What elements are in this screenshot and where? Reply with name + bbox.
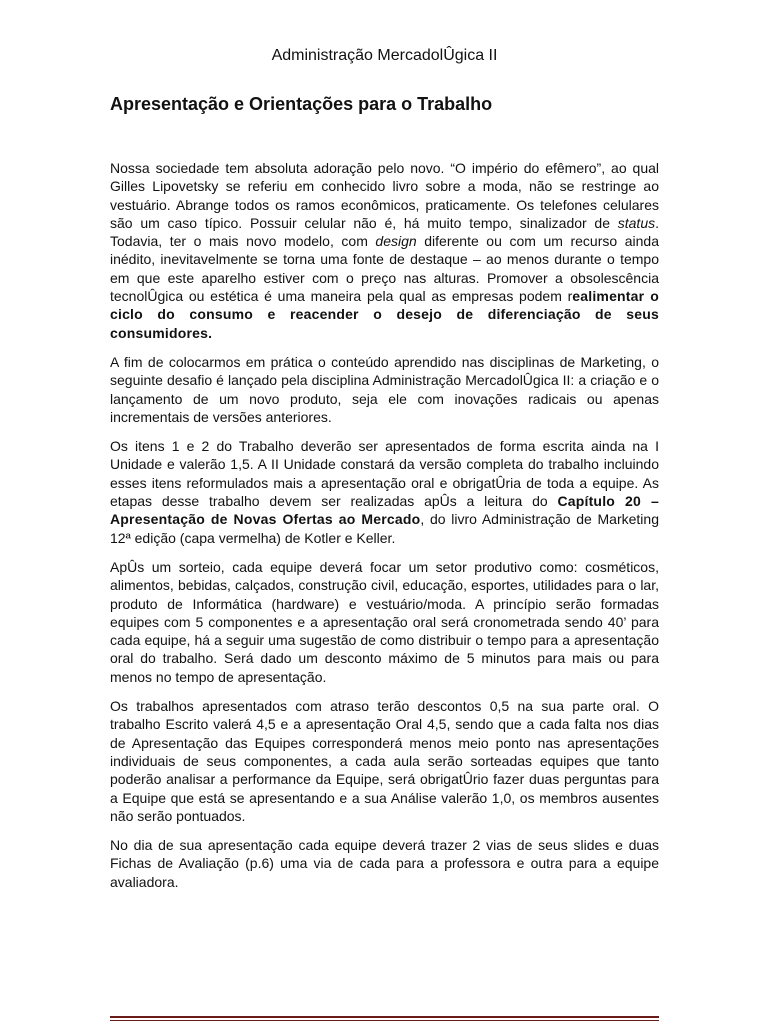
term-status: status	[617, 214, 656, 231]
paragraph-intro-text-a: Nossa sociedade tem absoluta adoração pelo novo. “O império do efêmero”, ao qual Gilles Lipovetsky se referiu em conhecido livro sobre a moda, não se restringe ao vestuário. Abrange todos os ramos econômicos, praticamente. Os telefones celulares são um caso típico. Possuir celular não é, há muito tempo, sinalizador de	[110, 160, 659, 231]
paragraph-intro-text-c: diferente ou com um recurso ainda inédito, inevitavelmente se torna uma fonte de destaque – ao menos durante o tempo em que este aparelho estiver com o preço nas alturas. Promover a obsolescência tecnolÛgica ou estética é uma maneira pela qual as empresas podem r	[110, 233, 659, 305]
paragraph-items-text-a: Os itens 1 e 2 do Trabalho deverão ser apresentados de forma escrita ainda na I Unidade e valerão 1,5. A II Unidade constará da versão completa do trabalho incluindo esses itens reformulados mais a apresentação oral e obrigatÛria de toda a equipe. As etapas desse trabalho devem ser realizadas apÛs a leitura do	[110, 438, 659, 510]
paragraph-intro-text-b: . Todavia, ter o mais novo modelo, com	[110, 214, 659, 250]
footer-rule-thin	[110, 1020, 659, 1021]
document-title: Apresentação e Orientações para o Trabalho	[110, 94, 493, 114]
document-body	[110, 159, 659, 902]
term-design: design	[375, 233, 417, 250]
paragraph-intro	[110, 159, 659, 342]
paragraph-presentation-day: No dia de sua apresentação cada equipe deverá trazer 2 vias de seus slides e duas Fichas de Avaliação (p.6) uma via de cada para a professora e outra para a equipe avaliadora.	[110, 837, 659, 890]
course-title: Administração MercadolÛgica II	[271, 47, 498, 64]
paragraph-items-text-b: , do livro Administração de Marketing 12ª edição (capa vermelha) de Kotler e Keller.	[110, 511, 659, 546]
paragraph-challenge: A fim de colocarmos em prática o conteúdo aprendido nas disciplinas de Marketing, o seguinte desafio é lançado pela disciplina Administração MercadolÛgica II: a criação e o lançamento de um novo produto, seja ele com inovações radicais ou apenas incrementais de versões anteriores.	[110, 353, 659, 425]
paragraph-grading: Os trabalhos apresentados com atraso terão descontos 0,5 na sua parte oral. O trabalho Escrito valerá 4,5 e a apresentação Oral 4,5, sendo que a cada falta nos dias de Apresentação das Equipes corresponderá menos meio ponto nas apresentações individuais de seus componentes, a cada aula serão sorteadas equipes que tanto poderão analisar a performance da Equipe, será obrigatÛrio fazer duas perguntas para a Equipe que está se apresentando e a sua Análise valerão 1,0, os membros ausentes não serão pontuados.	[110, 698, 659, 824]
chapter-reference: Capítulo 20 – Apresentação de Novas Ofertas ao Mercado	[110, 493, 659, 528]
footer-divider	[110, 1016, 659, 1024]
paragraph-teams: ApÛs um sorteio, cada equipe deverá focar um setor produtivo como: cosméticos, alimentos, bebidas, calçados, construção civil, educação, esportes, utilidades para o lar, produto de Informática (hardware) e vestuário/moda. A princípio serão formadas equipes com 5 componentes e a apresentação oral será cronometrada sendo 40’ para cada equipe, há a seguir uma sugestão de como distribuir o tempo para a apresentação oral do trabalho. Será dado um desconto máximo de 5 minutos para mais ou para menos no tempo de apresentação.	[110, 558, 659, 685]
paragraph-intro-emphasis: ealimentar o ciclo do consumo e reacender o desejo de diferenciação de seus consumidores.	[110, 288, 659, 341]
paragraph-items	[110, 437, 659, 547]
